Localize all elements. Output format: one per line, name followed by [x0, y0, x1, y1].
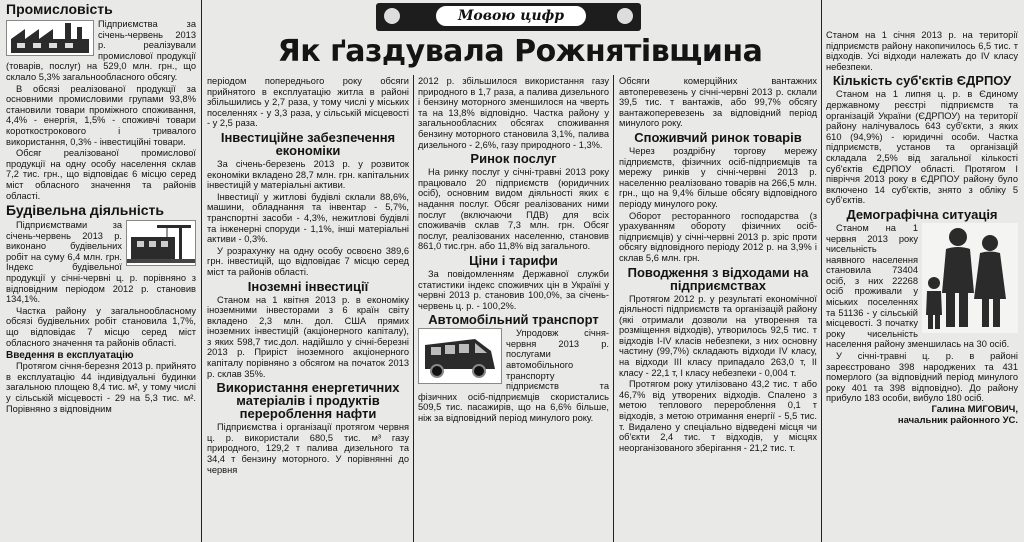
section-heading-investment: Інвестиційне забезпечення економіки — [220, 129, 396, 158]
section-heading-services: Ринок послуг — [470, 151, 557, 167]
factory-image — [6, 20, 94, 56]
column-5 — [826, 30, 1018, 542]
section-heading-construction: Будівельна діяльність — [6, 202, 164, 219]
paragraph: У розрахунку на одну особу освоєно 389,6 грн. інвестицій, що відповідає 7 місцю серед міст та районів області. — [207, 245, 409, 277]
paragraph: Підприємствами за січень-червень 2013 р. виконано будівельних робіт на суму 6,4 млн. грн. Індекс будівельної продукції у січні-червні ц. р. порівняно з відповідним періодом 2012 р. становив 134,1%. — [6, 220, 196, 305]
section-heading-retail: Споживчий ринок товарів — [634, 129, 802, 145]
paragraph: В обсязі реалізованої продукції за основними промисловими групами 93,8% становили товари проміжного споживання, 4,4% - енергія, 1,5% - споживчі товари короткострокового і тривалого використання, 0,3% - інвестиційні товари. — [6, 83, 196, 147]
paragraph: Станом на 1 квітня 2013 р. в економіку іноземними інвесторами з 6 країн світу вкладено 2,3 млн. дол. США прямих іноземних інвестицій (акціонерного капіталу), з яких 598,7 тис.дол. надійшло у січні-березні 2013 р. Приріст іноземного акціонерного капіталу порівняно з обсягом на початок 2013 р. склав 35%. — [207, 294, 409, 379]
column-4 — [619, 76, 817, 542]
ornament-right-icon — [617, 8, 633, 24]
headline: Як ґаздувала Рожнятівщина — [277, 34, 763, 69]
paragraph: На ринку послуг у січні-травні 2013 року працювало 20 підприємств (юридичних осіб), основним видом діяльності яких є надання послуг. Обсяг реалізованих ними послуг (включаючи ПДВ) для всіх споживачів склав 7,3 млн. грн. Обсяг послуг, реалізованих населенню, становив 861,0 тис.грн. або 11,8% від загального. — [418, 167, 609, 252]
column-divider — [821, 0, 822, 542]
ornament-left-icon — [384, 8, 400, 24]
signature-title: начальник районного УС. — [897, 414, 1018, 426]
paragraph: періодом попереднього року обсяги прийнятого в експлуатацію житла в районі збільшились у 2,7 раза, у тому числі у міських поселеннях - у 3,3 раза, у сільській місцевості - у 2,5 раза. — [207, 76, 409, 129]
column-3 — [418, 76, 609, 542]
family-image — [922, 223, 1018, 333]
paragraph: Упродовж січня-червня 2013 р. послугами автомобільного транспорту підприємств та фізичних осіб-підприємців скористались 509,5 тис. пасажирів, що на 6,6% більше, ніж за відповідний період минулого року. — [418, 328, 609, 424]
rubric-label: Мовою цифр — [436, 6, 586, 26]
paragraph: Обсяг реалізованої промислової продукції на одну особу населення склав 7,2 тис. грн., що відповідає 6 місцю серед міст обласного значення та районів області. — [6, 148, 196, 201]
section-heading-transport: Автомобільний транспорт — [428, 312, 599, 328]
column-divider — [201, 0, 202, 542]
section-heading-edrpou: Кількість суб'єктів ЄДРПОУ — [832, 73, 1012, 89]
rubric-banner — [376, 3, 641, 31]
paragraph: 2012 р. збільшилося використання газу природного в 1,7 раза, а палива дизельного і бензину моторного зменшилося на чверть та на 13,8% відповідно. Частка району у загальнообласних обсягах споживання бензину моторного становила 3,1%, палива дизельного - 2,6%, газу природного - 1,3%. — [418, 76, 609, 150]
section-heading-waste: Поводження з відходами на підприємствах — [627, 264, 809, 293]
paragraph: Через роздрібну торгову мережу підприємств, фізичних осіб-підприємців та мережу ринків у січні-червні 2013 р. населенню реалізовано товарів на 266,5 млн. грн., що на 9,4% більше обсягу відповідного періоду минулого року. — [619, 145, 817, 209]
bus-image — [418, 328, 502, 384]
column-divider — [413, 75, 414, 542]
paragraph: Станом на 1 червня 2013 року чисельність наявного населення становила 73404 осіб, з них 22268 осіб проживали у міських поселеннях та 51136 - у сільській місцевості. З початку року чисельність населення району зменшилась на 30 осіб. — [826, 222, 1010, 350]
section-heading-housing: Введення в експлуатацію — [6, 350, 134, 362]
paragraph: Станом на 1 січня 2013 р. на території підприємств району накопичилось 6,5 тис. т відходів. Усі відходи належать до ІV класу небезпеки. — [826, 30, 1018, 72]
paragraph: За січень-березень 2013 р. у розвиток економіки вкладено 28,7 млн. грн. капітальних інвестицій у матеріальні активи. — [207, 158, 409, 191]
section-heading-foreign-investment: Іноземні інвестиції — [247, 278, 369, 294]
column-2 — [207, 76, 409, 542]
paragraph: Протягом року утилізовано 43,2 тис. т або 46,7% від утворених відходів. Спалено з метою теплового перероблення 0,1 т відходів, з метою отримання енергії - 5,5 тис. т. Видалено у спеціально відведені місця чи об'єкти 2,4 тис. т відходів, у місцях неорганізованого зберігання - 21,2 тис. т. — [619, 379, 817, 453]
paragraph: Протягом 2012 р. у результаті економічної діяльності підприємств та організацій району (які отримали дозволи на утворення та розміщення відходів), утворилось 92,5 тис. т відходів І-ІV класів небезпеки, з них основну частину (99,7%) складають відходи ІV класу, на відходи ІІІ класу припадало 263,0 т, ІІ класу - 22,1 т, І класу небезпеки - 0,004 т. — [619, 293, 817, 378]
section-heading-industry: Промисловість — [6, 1, 113, 17]
column-1 — [6, 0, 196, 542]
paragraph: Протягом січня-березня 2013 р. прийнято в експлуатацію 44 індивідуальні будинки загальною площею 8,4 тис. м², у тому числі у сільській місцевості - 29 на 5,3 тис. м². Порівняно з відповідним — [6, 361, 196, 414]
paragraph: Обсяги комерційних вантажних автоперевезень у січні-червні 2013 р. склали 39,5 тис. т вантажів, або 99,7% обсягу вантажоперевезень за відповідний період минулого року. — [619, 76, 817, 129]
paragraph: Підприємства і організації протягом червня ц. р. використали 680,5 тис. м³ газу природного, 129,2 т палива дизельного та 34,4 т бензину моторного. У порівнянні до червня — [207, 422, 409, 475]
paragraph: Підприємства за січень-червень 2013 р. реалізували промислової продукції (товарів, послуг) на 529,0 млн. грн., що склало 5,3% загальнообласного обсягу. — [6, 19, 196, 82]
signature-name: Галина МИГОВИЧ, — [931, 404, 1018, 415]
paragraph: Інвестиції у житлові будівлі склали 88,6%, машини, обладнання та інвентар - 5,7%, транспортні засоби - 4,3%, нежитлові будівлі та інженерні споруди - 1,1%, інші матеріальні активи - 0,3%. — [207, 191, 409, 245]
paragraph: Частка району у загальнообласному обсязі будівельних робіт становила 1,7%, що відповідає 7 місцю серед міст обласного значення та районів області. — [6, 305, 196, 348]
section-heading-demography: Демографічна ситуація — [846, 206, 998, 222]
paragraph: За повідомленням Державної служби статистики індекс споживчих цін в Україні у червні 2013 р. становив 100,0%, за січень-червень ц. р. - 100,2%. — [418, 268, 609, 311]
construction-image — [126, 220, 196, 266]
paragraph: У січні-травні ц. р. в районі зареєстровано 398 народжених та 431 померлого (за відповідний період минулого року 401 та 398 відповідно). До району прибуло 183 особи, вибуло 180 осіб. — [826, 351, 1018, 404]
section-heading-energy: Використання енергетичних матеріалів і продуктів перероблення нафти — [216, 380, 400, 422]
column-divider — [613, 75, 614, 542]
paragraph: Станом на 1 липня ц. р. в Єдиному державному реєстрі підприємств та організацій України (ЄДРПОУ) на території району налічувалось 643 суб'єкти, з яких 610 (94,9%) - юридичні особи. Частка підприємств, установ та організацій складала 2,5% від загальної кількості суб'єктів ЄДРПОУ області. Протягом І півріччя 2013 року в ЄДРПОУ району було включено 14 суб'єктів, знято з обліку 5 суб'єктів. — [826, 89, 1018, 206]
section-heading-prices: Ціни і тарифи — [469, 252, 558, 268]
paragraph: Оборот ресторанного господарства (з урахуванням обороту фізичних осіб-підприємців) у січні-червні 2013 р. зріс проти обсягу відповідного періоду 2012 р. на 3,9% і склав 5,6 млн. грн. — [619, 210, 817, 263]
